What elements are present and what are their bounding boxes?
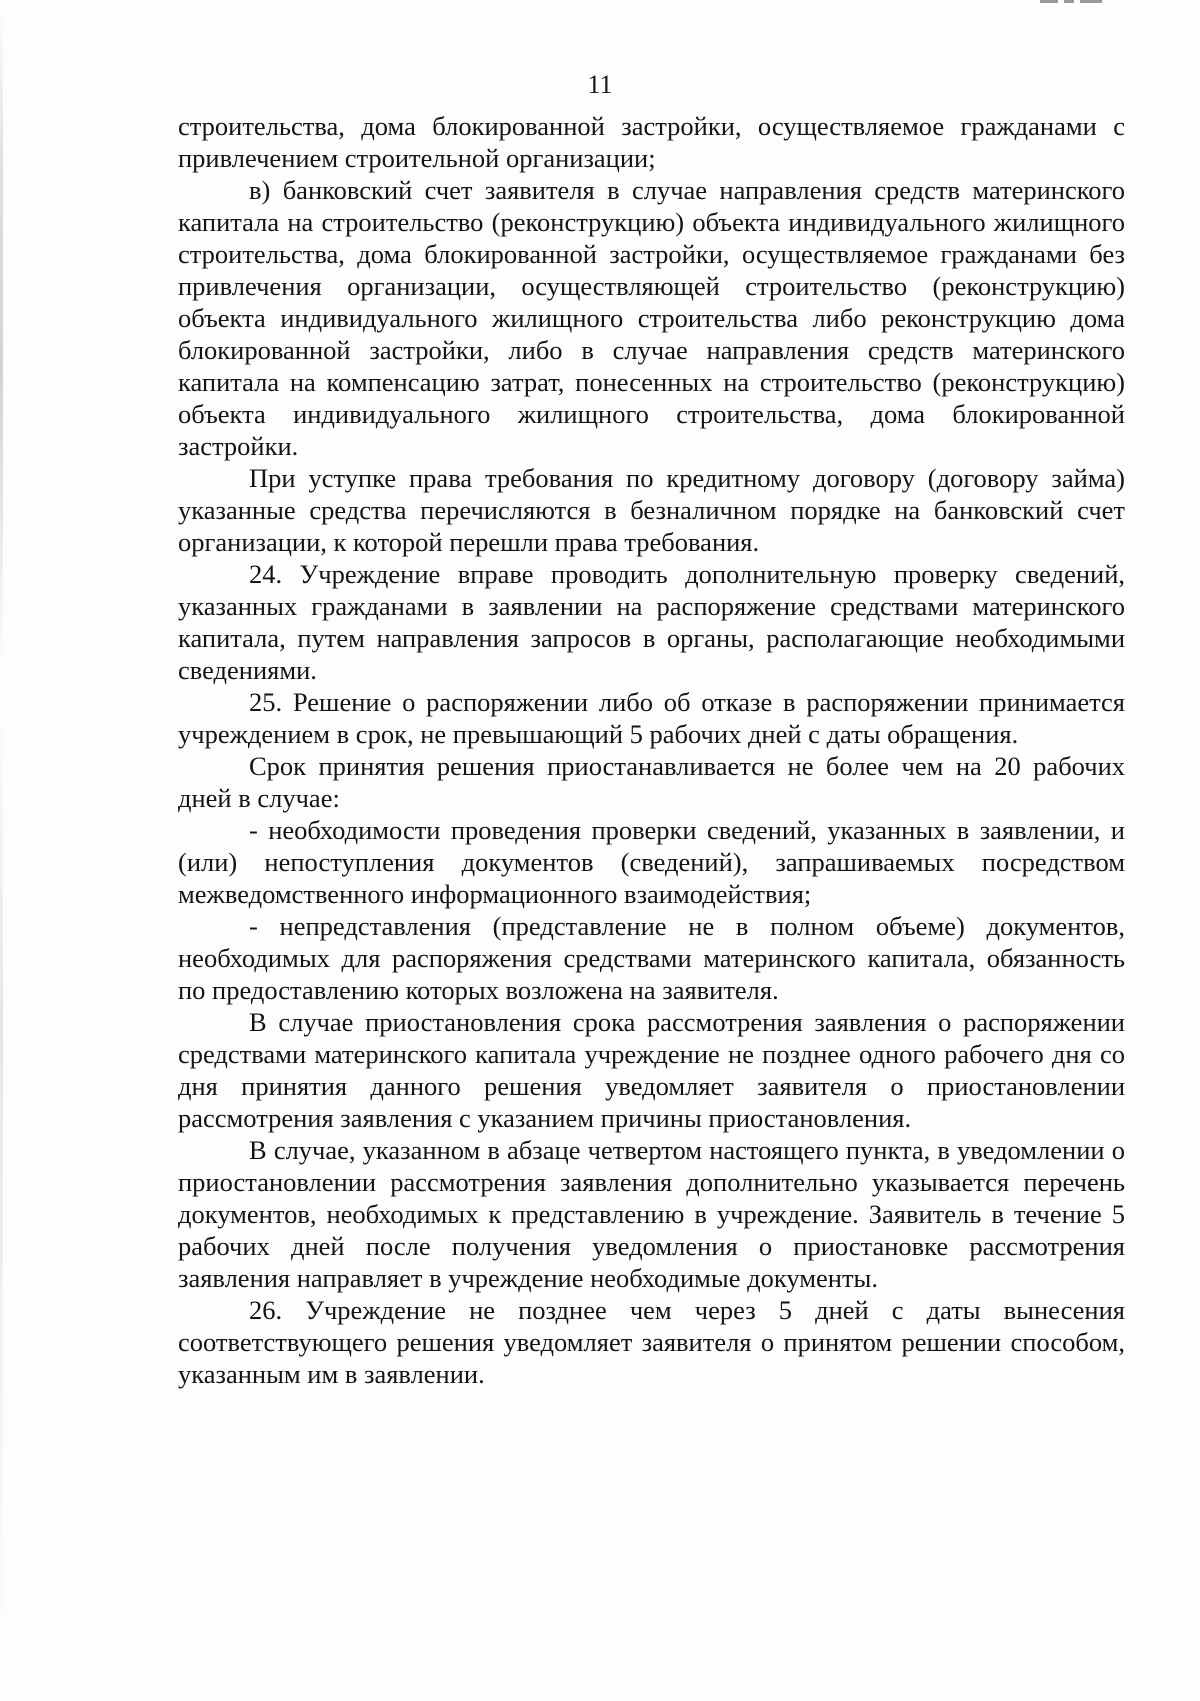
list-item: - необходимости проведения проверки сведений, указанных в заявлении, и (или) непоступления документов (сведений), запрашиваемых посредством межведомственного информационного взаимодействия; (178, 815, 1125, 909)
scan-edge-shadow (0, 0, 3, 1701)
document-body (178, 110, 1125, 1390)
page-number: 11 (587, 70, 613, 99)
paragraph: Срок принятия решения приостанавливается не более чем на 20 рабочих дней в случае: (178, 751, 1125, 813)
paragraph-item-26: 26. Учреждение не позднее чем через 5 дней с даты вынесения соответствующего решения уведомляет заявителя о принятом решении способом, указанным им в заявлении. (178, 1295, 1125, 1389)
paragraph-item-24: 24. Учреждение вправе проводить дополнительную проверку сведений, указанных гражданами в заявлении на распоряжение средствами материнского капитала, путем направления запросов в органы, располагающие необходимыми сведениями. (178, 559, 1125, 685)
paragraph: В случае приостановления срока рассмотрения заявления о распоряжении средствами материнского капитала учреждение не позднее одного рабочего дня со дня принятия данного решения уведомляет заявителя о приостановлении рассмотрения заявления с указанием причины приостановления. (178, 1007, 1125, 1133)
scan-corner-mark (1040, 0, 1160, 4)
paragraph: В случае, указанном в абзаце четвертом настоящего пункта, в уведомлении о приостановлении рассмотрения заявления дополнительно указывается перечень документов, необходимых к представлению в учреждение. Заявитель в течение 5 рабочих дней после получения уведомления о приостановке рассмотрения заявления направляет в учреждение необходимые документы. (178, 1135, 1125, 1293)
paragraph: При уступке права требования по кредитному договору (договору займа) указанные средства перечисляются в безналичном порядке на банковский счет организации, к которой перешли права требования. (178, 463, 1125, 557)
list-item: - непредставления (представление не в полном объеме) документов, необходимых для распоряжения средствами материнского капитала, обязанность по предоставлению которых возложена на заявителя. (178, 911, 1125, 1005)
paragraph: строительства, дома блокированной застройки, осуществляемое гражданами с привлечением строительной организации; (178, 111, 1125, 173)
paragraph-item-25: 25. Решение о распоряжении либо об отказе в распоряжении принимается учреждением в срок, не превышающий 5 рабочих дней с даты обращения. (178, 687, 1125, 749)
paragraph: в) банковский счет заявителя в случае направления средств материнского капитала на строительство (реконструкцию) объекта индивидуального жилищного строительства, дома блокированной застройки, осуществляемое гражданами без привлечения организации, осуществляющей строительство (реконструкцию) объекта индивидуального жилищного строительства либо реконструкцию дома блокированной застройки, либо в случае направления средств материнского капитала на компенсацию затрат, понесенных на строительство (реконструкцию) объекта индивидуального жилищного строительства, дома блокированной застройки. (178, 175, 1125, 461)
